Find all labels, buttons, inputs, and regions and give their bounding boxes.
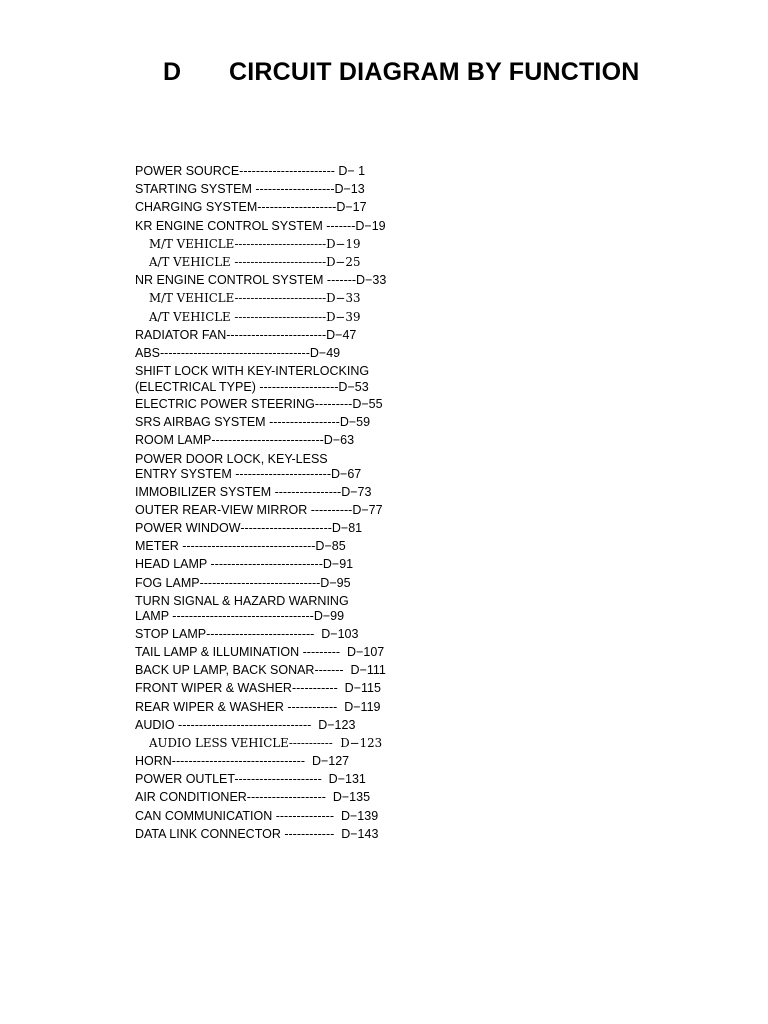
- toc-entry-starting-system: STARTING SYSTEM -------------------D−13: [135, 182, 365, 197]
- toc-entry-immobilizer: IMMOBILIZER SYSTEM ----------------D−73: [135, 484, 372, 499]
- toc-entry-back-up-lamp: BACK UP LAMP, BACK SONAR------- D−111: [135, 663, 386, 678]
- toc-entry-data-link-connector: DATA LINK CONNECTOR ------------ D−143: [135, 826, 379, 841]
- toc-entry-meter: METER --------------------------------D−85: [135, 539, 346, 554]
- toc-entry-charging-system: CHARGING SYSTEM-------------------D−17: [135, 200, 367, 215]
- toc-entry-power-source: POWER SOURCE----------------------- D− 1: [135, 164, 366, 178]
- section-title: CIRCUIT DIAGRAM BY FUNCTION: [229, 58, 640, 86]
- toc-entry-kr-mt-vehicle: M/T VEHICLE-----------------------D−19: [149, 236, 361, 251]
- toc-entry-air-conditioner: AIR CONDITIONER------------------- D−135: [135, 790, 371, 805]
- toc-entry-fog-lamp: FOG LAMP-----------------------------D−95: [135, 575, 351, 590]
- toc-entry-audio: AUDIO -------------------------------- D−123: [135, 717, 356, 732]
- toc-entry-abs: ABS------------------------------------D−49: [135, 345, 341, 360]
- toc-entry-nr-at-vehicle: A/T VEHICLE -----------------------D−39: [149, 309, 361, 324]
- toc-entry-power-window: POWER WINDOW----------------------D−81: [135, 521, 363, 535]
- toc-entry-audio-less-vehicle: AUDIO LESS VEHICLE----------- D−123: [149, 735, 383, 750]
- section-letter: D: [163, 58, 182, 86]
- toc-entry-radiator-fan: RADIATOR FAN------------------------D−47: [135, 327, 357, 342]
- toc-entry-outer-mirror: OUTER REAR-VIEW MIRROR ----------D−77: [135, 502, 383, 517]
- toc-entry-srs-airbag: SRS AIRBAG SYSTEM -----------------D−59: [135, 415, 371, 430]
- toc-entry-can-communication: CAN COMMUNICATION -------------- D−139: [135, 808, 379, 823]
- toc-entry-nr-engine-control: NR ENGINE CONTROL SYSTEM -------D−33: [135, 273, 387, 288]
- toc-entry-horn: HORN-------------------------------- D−127: [135, 754, 350, 769]
- toc-entry-electric-power-steering: ELECTRIC POWER STEERING---------D−55: [135, 397, 383, 412]
- toc-entry-front-wiper: FRONT WIPER & WASHER----------- D−115: [135, 681, 381, 696]
- toc-entry-room-lamp: ROOM LAMP---------------------------D−63: [135, 433, 355, 448]
- toc-entry-kr-at-vehicle: A/T VEHICLE -----------------------D−25: [149, 254, 361, 269]
- toc-entry-stop-lamp: STOP LAMP-------------------------- D−103: [135, 626, 359, 641]
- toc-entry-kr-engine-control: KR ENGINE CONTROL SYSTEM -------D−19: [135, 218, 386, 233]
- toc-entry-power-door-lock: POWER DOOR LOCK, KEY-LESS ENTRY SYSTEM -----------------------D−67: [135, 451, 362, 482]
- toc-entry-nr-mt-vehicle: M/T VEHICLE-----------------------D−33: [149, 291, 361, 306]
- toc-entry-rear-wiper: REAR WIPER & WASHER ------------ D−119: [135, 699, 381, 714]
- page-title: [163, 58, 639, 87]
- table-of-contents: [135, 162, 435, 843]
- toc-entry-head-lamp: HEAD LAMP ---------------------------D−91: [135, 557, 354, 572]
- toc-entry-shift-lock: SHIFT LOCK WITH KEY-INTERLOCKING (ELECTRICAL TYPE) -------------------D−53: [135, 364, 370, 394]
- toc-entry-tail-lamp: TAIL LAMP & ILLUMINATION --------- D−107: [135, 644, 385, 659]
- toc-entry-turn-signal: TURN SIGNAL & HAZARD WARNING LAMP ----------------------------------D−99: [135, 593, 349, 624]
- toc-entry-power-outlet: POWER OUTLET--------------------- D−131: [135, 772, 366, 787]
